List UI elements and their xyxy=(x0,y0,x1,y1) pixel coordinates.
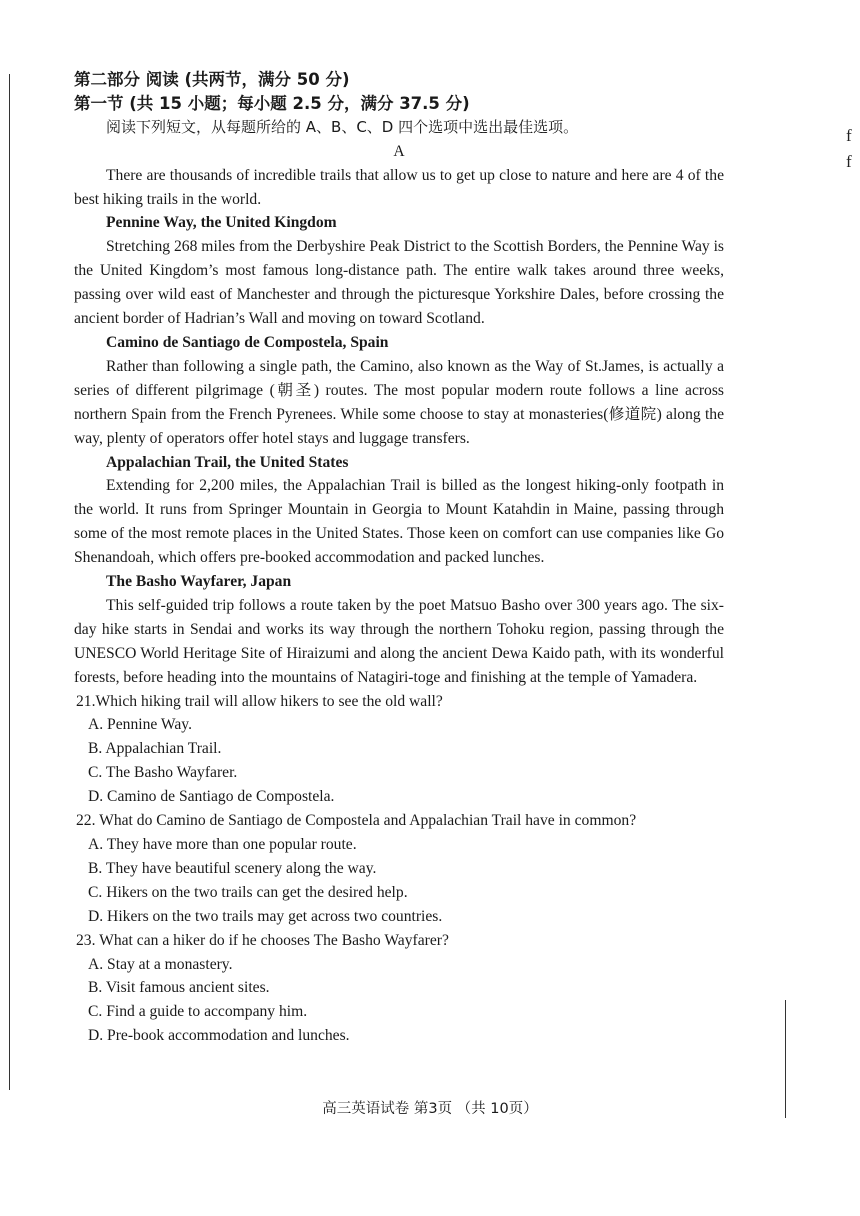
trail-paragraph: Rather than following a single path, the Camino, also known as the Way of St.James, is actually a series of different pilgrimage (朝圣) routes. The most popular modern route follows a line across northern Spain from the French Pyrenees. While some choose to stay at monasteries(修道院) along the way, plenty of operators offer hotel stays and luggage transfers. xyxy=(74,357,724,447)
passage-intro: There are thousands of incredible trails that allow us to get up close to nature and here are 4 of the best hiking trails in the world. xyxy=(74,166,724,208)
trail-heading: Camino de Santiago de Compostela, Spain xyxy=(106,333,389,351)
answer-option[interactable]: A. Pennine Way. xyxy=(88,716,192,734)
answer-option[interactable]: D. Pre-book accommodation and lunches. xyxy=(88,1027,350,1045)
answer-option[interactable]: B. Appalachian Trail. xyxy=(88,740,222,758)
section-subtitle: 第一节 (共 15 小题；每小题 2.5 分，满分 37.5 分) xyxy=(74,93,470,113)
question-23 xyxy=(74,929,724,1049)
question-22 xyxy=(74,809,724,929)
answer-option[interactable]: B. Visit famous ancient sites. xyxy=(88,979,270,997)
left-margin-rule xyxy=(9,74,10,1090)
question-21 xyxy=(74,690,724,810)
margin-mark: f xyxy=(846,126,852,145)
answer-option[interactable]: A. Stay at a monastery. xyxy=(88,955,233,973)
question-stem: 23. What can a hiker do if he chooses The Basho Wayfarer? xyxy=(76,931,449,949)
passage-label: A xyxy=(393,142,405,160)
margin-mark: f xyxy=(846,152,852,171)
answer-option[interactable]: A. They have more than one popular route. xyxy=(88,836,357,853)
answer-option[interactable]: C. The Basho Wayfarer. xyxy=(88,764,238,782)
answer-option[interactable]: D. Camino de Santiago de Compostela. xyxy=(88,788,335,806)
trail-heading: Pennine Way, the United Kingdom xyxy=(106,214,337,232)
question-stem: 22. What do Camino de Santiago de Compostela and Appalachian Trail have in common? xyxy=(76,812,637,830)
trail-paragraph: Extending for 2,200 miles, the Appalachian Trail is billed as the longest hiking-only footpath in the world. It runs from Springer Mountain in Georgia to Mount Katahdin in Maine, passing through some of the most remote places in the United States. Those keen on comfort can use companies like Go Shenandoah, which offers pre-booked accommodation and packed lunches. xyxy=(74,477,724,567)
question-stem: 21.Which hiking trail will allow hikers to see the old wall? xyxy=(76,692,443,710)
trail-heading: Appalachian Trail, the United States xyxy=(106,453,349,471)
answer-option[interactable]: D. Hikers on the two trails may get across two countries. xyxy=(88,907,443,925)
answer-option[interactable]: C. Find a guide to accompany him. xyxy=(88,1003,308,1021)
page-footer: 高三英语试卷 第3页 （共 10页） xyxy=(322,1101,538,1117)
trail-paragraph: Stretching 268 miles from the Derbyshire Peak District to the Scottish Borders, the Pennine Way is the United Kingdom’s most famous long-distance path. The entire walk takes around three weeks, passing over wild east of Manchester and through the picturesque Yorkshire Dales, before crossing the ancient border of Hadrian’s Wall and moving on toward Scotland. xyxy=(74,238,724,328)
trail-paragraph: This self-guided trip follows a route taken by the poet Matsuo Basho over 300 years ago. The six-day hike starts in Sendai and works its way through the northern Tohoku region, passing through the UNESCO World Heritage Site of Hiraizumi and along the ancient Dewa Kaido path, with its wonderful forests, before heading into the mountains of Natagiri-toge and finishing at the temple of Yamadera. xyxy=(74,596,724,686)
section-title: 第二部分 阅读 (共两节，满分 50 分) xyxy=(74,70,350,89)
answer-option[interactable]: B. They have beautiful scenery along the way. xyxy=(88,859,377,877)
exam-page xyxy=(74,68,724,1048)
instruction: 阅读下列短文，从每题所给的 A、B、C、D 四个选项中选出最佳选项。 xyxy=(106,117,579,136)
answer-option[interactable]: C. Hikers on the two trails can get the desired help. xyxy=(88,883,408,901)
trail-heading: The Basho Wayfarer, Japan xyxy=(106,573,292,591)
